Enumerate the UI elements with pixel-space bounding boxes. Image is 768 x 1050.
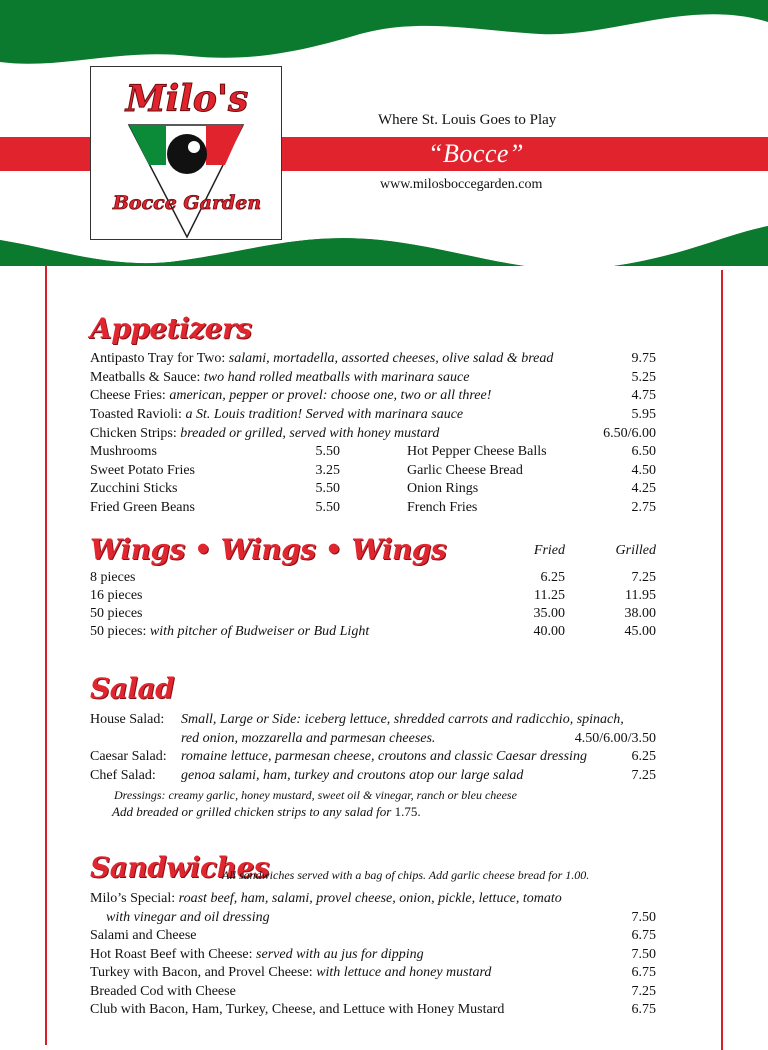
appetizer-side-item: Fried Green Beans (90, 500, 195, 516)
wing-item (90, 605, 142, 623)
sandwich-milos-price: 7.50 (631, 910, 656, 925)
dressings-note: Dressings: creamy garlic, honey mustard, sweet oil & vinegar, ranch or bleu cheese (114, 788, 517, 802)
wing-grilled-price: 45.00 (624, 624, 656, 639)
sandwich-item (90, 927, 197, 945)
item-desc: american, pepper or provel: choose one, two or all three! (165, 388, 492, 404)
item-name: 16 pieces (90, 588, 143, 603)
bocce-title: “Bocce” (428, 139, 524, 168)
appetizer-side-item: Zucchini Sticks (90, 481, 178, 497)
item-desc: roast beef, ham, salami, provel cheese, onion, pickle, lettuce, tomato (175, 891, 562, 906)
item-price: 7.25 (631, 983, 656, 999)
logo-text-top: Milo's (125, 78, 249, 120)
item-price: 5.95 (631, 407, 656, 423)
item-name: Toasted Ravioli: (90, 407, 182, 423)
wing-item (90, 569, 135, 587)
appetizer-item (90, 387, 491, 405)
item-name: Hot Roast Beef with Cheese: (90, 946, 253, 962)
chef-salad-name: Chef Salad: (90, 768, 156, 783)
house-salad-price: 4.50/6.00/3.50 (574, 731, 656, 746)
website-url: www.milosboccegarden.com (380, 177, 543, 192)
item-name: Chicken Strips: (90, 425, 177, 441)
sandwich-milos-desc-2: with vinegar and oil dressing (106, 910, 270, 925)
item-desc: two hand rolled meatballs with marinara sauce (200, 369, 470, 385)
item-price: 6.75 (631, 1002, 656, 1018)
house-salad-desc-2: red onion, mozzarella and parmesan cheeses. (181, 731, 436, 746)
logo (90, 66, 282, 240)
sandwiches-title: Sandwiches (90, 851, 270, 884)
col-grilled: Grilled (615, 543, 656, 558)
sandwich-item (90, 964, 491, 982)
item-price: 6.75 (631, 928, 656, 943)
wing-fried-price: 6.25 (540, 570, 565, 585)
appetizer-side-item: Sweet Potato Fries (90, 462, 195, 478)
appetizer-side-price: 4.25 (631, 481, 656, 497)
item-price: 6.75 (631, 965, 656, 981)
appetizer-item (90, 425, 439, 443)
item-name: 50 pieces (90, 606, 143, 621)
appetizer-item (90, 369, 469, 387)
appetizer-side-price: 4.50 (631, 462, 656, 478)
item-name: Salami and Cheese (90, 928, 197, 943)
appetizer-side-price: 6.50 (631, 444, 656, 459)
left-frame-line (45, 265, 47, 1045)
house-salad-desc-1: Small, Large or Side: iceberg lettuce, shredded carrots and radicchio, spinach, (181, 712, 624, 727)
sandwich-milos-special (90, 890, 562, 908)
wing-grilled-price: 38.00 (624, 606, 656, 621)
appetizer-side-price: 2.75 (631, 500, 656, 516)
wing-item (90, 623, 369, 641)
wing-fried-price: 11.25 (534, 588, 565, 603)
item-name: Cheese Fries: (90, 388, 166, 404)
sandwich-item (90, 983, 236, 1001)
item-price: 9.75 (631, 351, 656, 366)
item-price: 5.25 (631, 369, 656, 385)
salad-addon-text: Add breaded or grilled chicken strips to any salad for (112, 804, 392, 819)
sandwiches-note: All sandwiches served with a bag of chips. Add garlic cheese bread for 1.00. (222, 868, 590, 882)
right-frame-line (721, 270, 723, 1050)
caesar-salad-price: 6.25 (631, 749, 656, 764)
appetizer-side-price: 3.25 (315, 462, 340, 478)
col-fried: Fried (533, 543, 565, 558)
appetizer-item (90, 406, 463, 424)
item-desc: with pitcher of Budweiser or Bud Light (146, 624, 370, 639)
tagline: Where St. Louis Goes to Play (378, 112, 557, 128)
appetizer-item (90, 350, 553, 368)
appetizer-side-item: Onion Rings (407, 481, 479, 497)
item-price: 7.50 (631, 946, 656, 962)
wings-title: Wings • Wings • Wings (90, 533, 447, 566)
appetizer-side-item: Hot Pepper Cheese Balls (407, 444, 547, 459)
item-price: 6.50/6.00 (603, 425, 656, 441)
wing-grilled-price: 11.95 (625, 588, 656, 603)
item-name: 8 pieces (90, 570, 136, 585)
item-name: Milo’s Special: (90, 891, 176, 906)
item-desc: salami, mortadella, assorted cheeses, olive salad & bread (225, 351, 554, 366)
appetizer-side-price: 5.50 (315, 481, 340, 497)
logo-text-bottom: Bocce Garden (112, 192, 262, 214)
appetizers-title: Appetizers (90, 312, 252, 345)
chef-salad-price: 7.25 (631, 768, 656, 783)
salad-addon (112, 803, 421, 821)
appetizer-side-item: Garlic Cheese Bread (407, 462, 523, 478)
item-desc: served with au jus for dipping (252, 946, 424, 962)
salad-addon-price: 1.75. (391, 804, 421, 819)
wing-item (90, 587, 142, 605)
item-name: Club with Bacon, Ham, Turkey, Cheese, and Lettuce with Honey Mustard (90, 1002, 505, 1018)
chef-salad-desc: genoa salami, ham, turkey and croutons atop our large salad (181, 768, 524, 783)
item-name: Antipasto Tray for Two: (90, 351, 226, 366)
house-salad-name: House Salad: (90, 712, 165, 727)
caesar-salad-name: Caesar Salad: (90, 749, 167, 764)
wing-grilled-price: 7.25 (631, 570, 656, 585)
item-name: Turkey with Bacon, and Provel Cheese: (90, 965, 313, 981)
item-name: 50 pieces: (90, 624, 147, 639)
caesar-salad-desc: romaine lettuce, parmesan cheese, croutons and classic Caesar dressing (181, 749, 587, 764)
appetizer-side-price: 5.50 (315, 444, 340, 459)
item-desc: a St. Louis tradition! Served with marinara sauce (181, 407, 464, 423)
sandwich-item (90, 946, 424, 964)
item-price: 4.75 (631, 388, 656, 404)
sandwich-item (90, 1001, 504, 1019)
appetizer-side-item: French Fries (407, 500, 478, 516)
wing-fried-price: 35.00 (533, 606, 565, 621)
appetizer-side-price: 5.50 (315, 500, 340, 516)
salad-title: Salad (90, 672, 175, 705)
item-desc: with lettuce and honey mustard (312, 965, 492, 981)
wing-fried-price: 40.00 (533, 624, 565, 639)
item-desc: breaded or grilled, served with honey mustard (176, 425, 440, 441)
appetizer-side-item: Mushrooms (90, 444, 157, 459)
item-name: Meatballs & Sauce: (90, 369, 201, 385)
item-name: Breaded Cod with Cheese (90, 983, 236, 999)
